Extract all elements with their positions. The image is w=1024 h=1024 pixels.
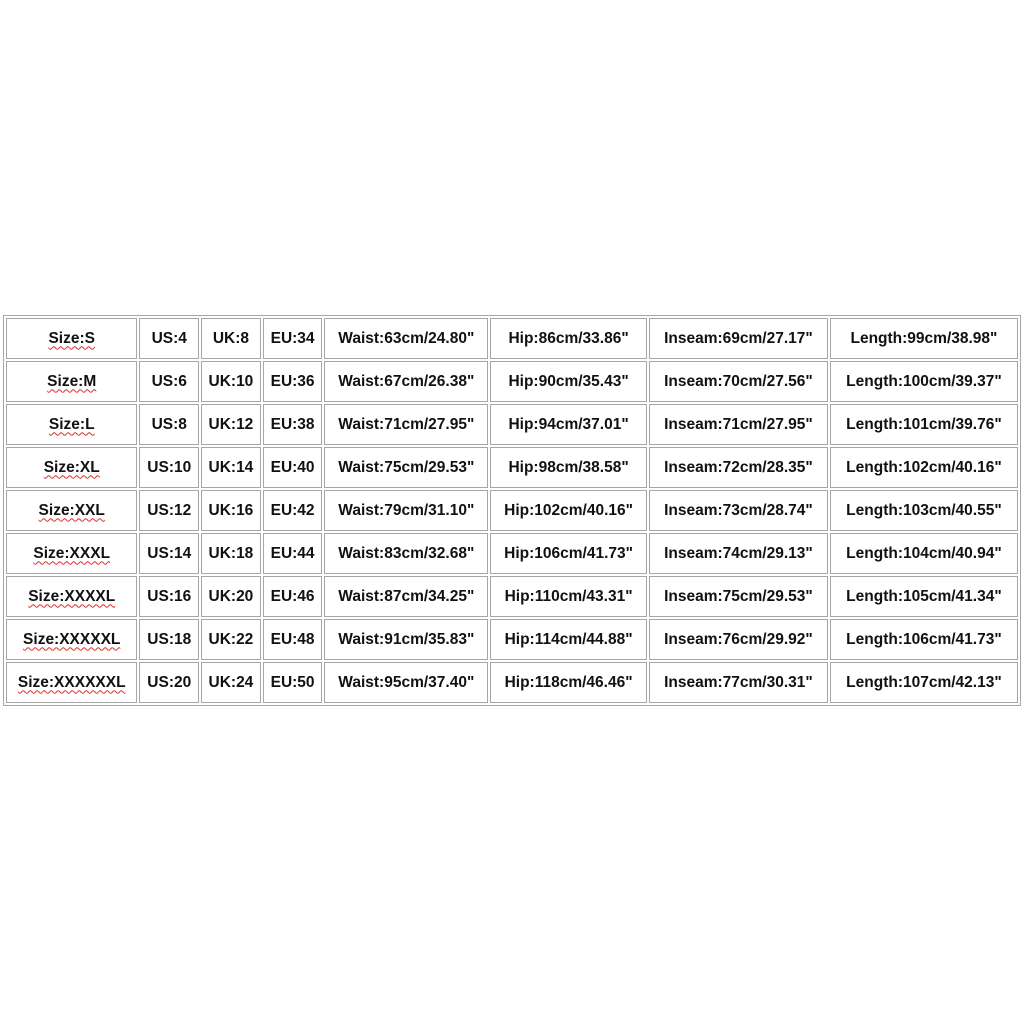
waist-cell: Waist:83cm/32.68"	[324, 533, 488, 574]
uk-size-cell: UK:14	[201, 447, 261, 488]
size-cell: Size:XXXXL	[6, 576, 137, 617]
us-size-cell: US:20	[139, 662, 199, 703]
us-size-cell: US:6	[139, 361, 199, 402]
length-cell: Length:105cm/41.34"	[830, 576, 1018, 617]
length-cell: Length:103cm/40.55"	[830, 490, 1018, 531]
size-chart-table	[3, 315, 1021, 706]
size-cell: Size:S	[6, 318, 137, 359]
inseam-cell: Inseam:70cm/27.56"	[649, 361, 828, 402]
table-row	[6, 662, 1018, 703]
hip-cell: Hip:98cm/38.58"	[490, 447, 647, 488]
table-row	[6, 490, 1018, 531]
length-cell: Length:99cm/38.98"	[830, 318, 1018, 359]
inseam-cell: Inseam:74cm/29.13"	[649, 533, 828, 574]
uk-size-cell: UK:10	[201, 361, 261, 402]
hip-cell: Hip:110cm/43.31"	[490, 576, 647, 617]
length-cell: Length:107cm/42.13"	[830, 662, 1018, 703]
table-row	[6, 533, 1018, 574]
eu-size-cell: EU:50	[263, 662, 323, 703]
table-row	[6, 361, 1018, 402]
waist-cell: Waist:87cm/34.25"	[324, 576, 488, 617]
hip-cell: Hip:106cm/41.73"	[490, 533, 647, 574]
table-row	[6, 404, 1018, 445]
inseam-cell: Inseam:73cm/28.74"	[649, 490, 828, 531]
length-cell: Length:100cm/39.37"	[830, 361, 1018, 402]
hip-cell: Hip:86cm/33.86"	[490, 318, 647, 359]
eu-size-cell: EU:44	[263, 533, 323, 574]
inseam-cell: Inseam:75cm/29.53"	[649, 576, 828, 617]
uk-size-cell: UK:16	[201, 490, 261, 531]
eu-size-cell: EU:34	[263, 318, 323, 359]
us-size-cell: US:8	[139, 404, 199, 445]
inseam-cell: Inseam:72cm/28.35"	[649, 447, 828, 488]
size-cell: Size:XXXL	[6, 533, 137, 574]
uk-size-cell: UK:8	[201, 318, 261, 359]
inseam-cell: Inseam:77cm/30.31"	[649, 662, 828, 703]
inseam-cell: Inseam:71cm/27.95"	[649, 404, 828, 445]
uk-size-cell: UK:20	[201, 576, 261, 617]
waist-cell: Waist:75cm/29.53"	[324, 447, 488, 488]
eu-size-cell: EU:38	[263, 404, 323, 445]
length-cell: Length:102cm/40.16"	[830, 447, 1018, 488]
eu-size-cell: EU:42	[263, 490, 323, 531]
waist-cell: Waist:95cm/37.40"	[324, 662, 488, 703]
inseam-cell: Inseam:76cm/29.92"	[649, 619, 828, 660]
eu-size-cell: EU:40	[263, 447, 323, 488]
size-cell: Size:L	[6, 404, 137, 445]
size-cell: Size:M	[6, 361, 137, 402]
waist-cell: Waist:67cm/26.38"	[324, 361, 488, 402]
waist-cell: Waist:91cm/35.83"	[324, 619, 488, 660]
length-cell: Length:101cm/39.76"	[830, 404, 1018, 445]
uk-size-cell: UK:24	[201, 662, 261, 703]
table-row	[6, 447, 1018, 488]
size-cell: Size:XXXXXXL	[6, 662, 137, 703]
hip-cell: Hip:114cm/44.88"	[490, 619, 647, 660]
table-row	[6, 576, 1018, 617]
size-cell: Size:XXL	[6, 490, 137, 531]
eu-size-cell: EU:48	[263, 619, 323, 660]
size-cell: Size:XL	[6, 447, 137, 488]
length-cell: Length:106cm/41.73"	[830, 619, 1018, 660]
eu-size-cell: EU:46	[263, 576, 323, 617]
length-cell: Length:104cm/40.94"	[830, 533, 1018, 574]
table-row	[6, 318, 1018, 359]
us-size-cell: US:4	[139, 318, 199, 359]
us-size-cell: US:16	[139, 576, 199, 617]
table-row	[6, 619, 1018, 660]
uk-size-cell: UK:18	[201, 533, 261, 574]
hip-cell: Hip:102cm/40.16"	[490, 490, 647, 531]
us-size-cell: US:14	[139, 533, 199, 574]
us-size-cell: US:10	[139, 447, 199, 488]
hip-cell: Hip:94cm/37.01"	[490, 404, 647, 445]
hip-cell: Hip:118cm/46.46"	[490, 662, 647, 703]
uk-size-cell: UK:12	[201, 404, 261, 445]
uk-size-cell: UK:22	[201, 619, 261, 660]
waist-cell: Waist:63cm/24.80"	[324, 318, 488, 359]
size-cell: Size:XXXXXL	[6, 619, 137, 660]
us-size-cell: US:12	[139, 490, 199, 531]
hip-cell: Hip:90cm/35.43"	[490, 361, 647, 402]
eu-size-cell: EU:36	[263, 361, 323, 402]
inseam-cell: Inseam:69cm/27.17"	[649, 318, 828, 359]
waist-cell: Waist:71cm/27.95"	[324, 404, 488, 445]
waist-cell: Waist:79cm/31.10"	[324, 490, 488, 531]
us-size-cell: US:18	[139, 619, 199, 660]
